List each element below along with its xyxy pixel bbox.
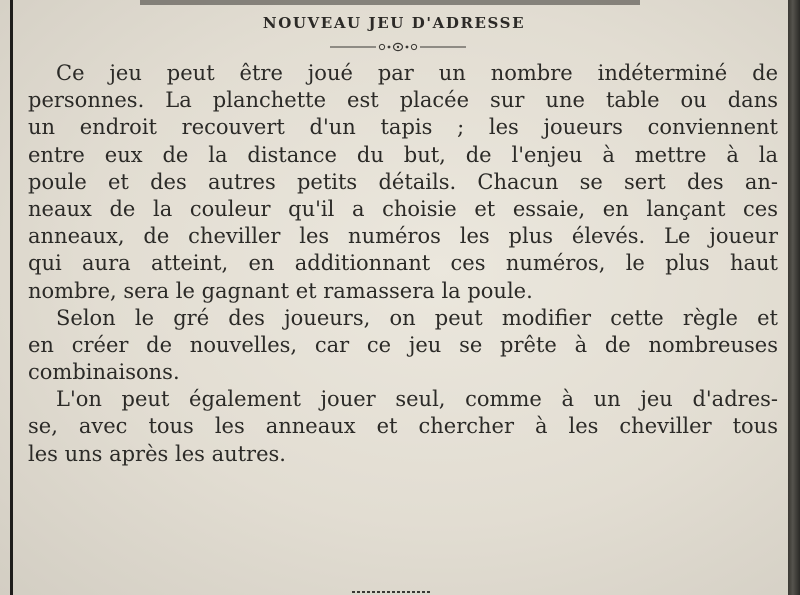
text-line: Selon le gré des joueurs, on peut modifier cette règle et — [56, 305, 778, 330]
text-line: en créer de nouvelles, car ce jeu se prête à de nombreuses — [28, 332, 778, 357]
title-ornament-icon — [330, 40, 466, 54]
text-line: neaux de la couleur qu'il a choisie et essaie, en lançant ces — [28, 196, 778, 221]
left-border-rule — [10, 0, 13, 595]
text-line: anneaux, de cheviller les numéros les plus élevés. Le joueur — [28, 224, 778, 249]
text-line: poule et des autres petits détails. Chacun se sert des an- — [28, 169, 778, 194]
text-line: combinaisons. — [28, 360, 180, 385]
article-title: NOUVEAU JEU D'ADRESSE — [262, 14, 526, 32]
text-line: qui aura atteint, en additionnant ces numéros, le plus haut — [28, 251, 778, 276]
text-line: entre eux de la distance du but, de l'enjeu à mettre à la — [28, 142, 778, 167]
text-line: nombre, sera le gagnant et ramassera la poule. — [28, 278, 533, 303]
text-line: se, avec tous les anneaux et chercher à les cheviller tous — [28, 414, 778, 439]
text-line: personnes. La planchette est placée sur une table ou dans — [28, 88, 778, 113]
text-line: L'on peut également jouer seul, comme à un jeu d'adres- — [56, 387, 778, 412]
header-rule — [140, 0, 640, 5]
text-line: Ce jeu peut être joué par un nombre indéterminé de — [56, 61, 778, 85]
bottom-ornament-icon — [352, 589, 432, 595]
page-edge-shadow — [788, 0, 800, 595]
text-line: un endroit recouvert d'un tapis ; les joueurs conviennent — [28, 115, 778, 140]
article-body — [28, 60, 778, 468]
text-line: les uns après les autres. — [28, 441, 286, 466]
